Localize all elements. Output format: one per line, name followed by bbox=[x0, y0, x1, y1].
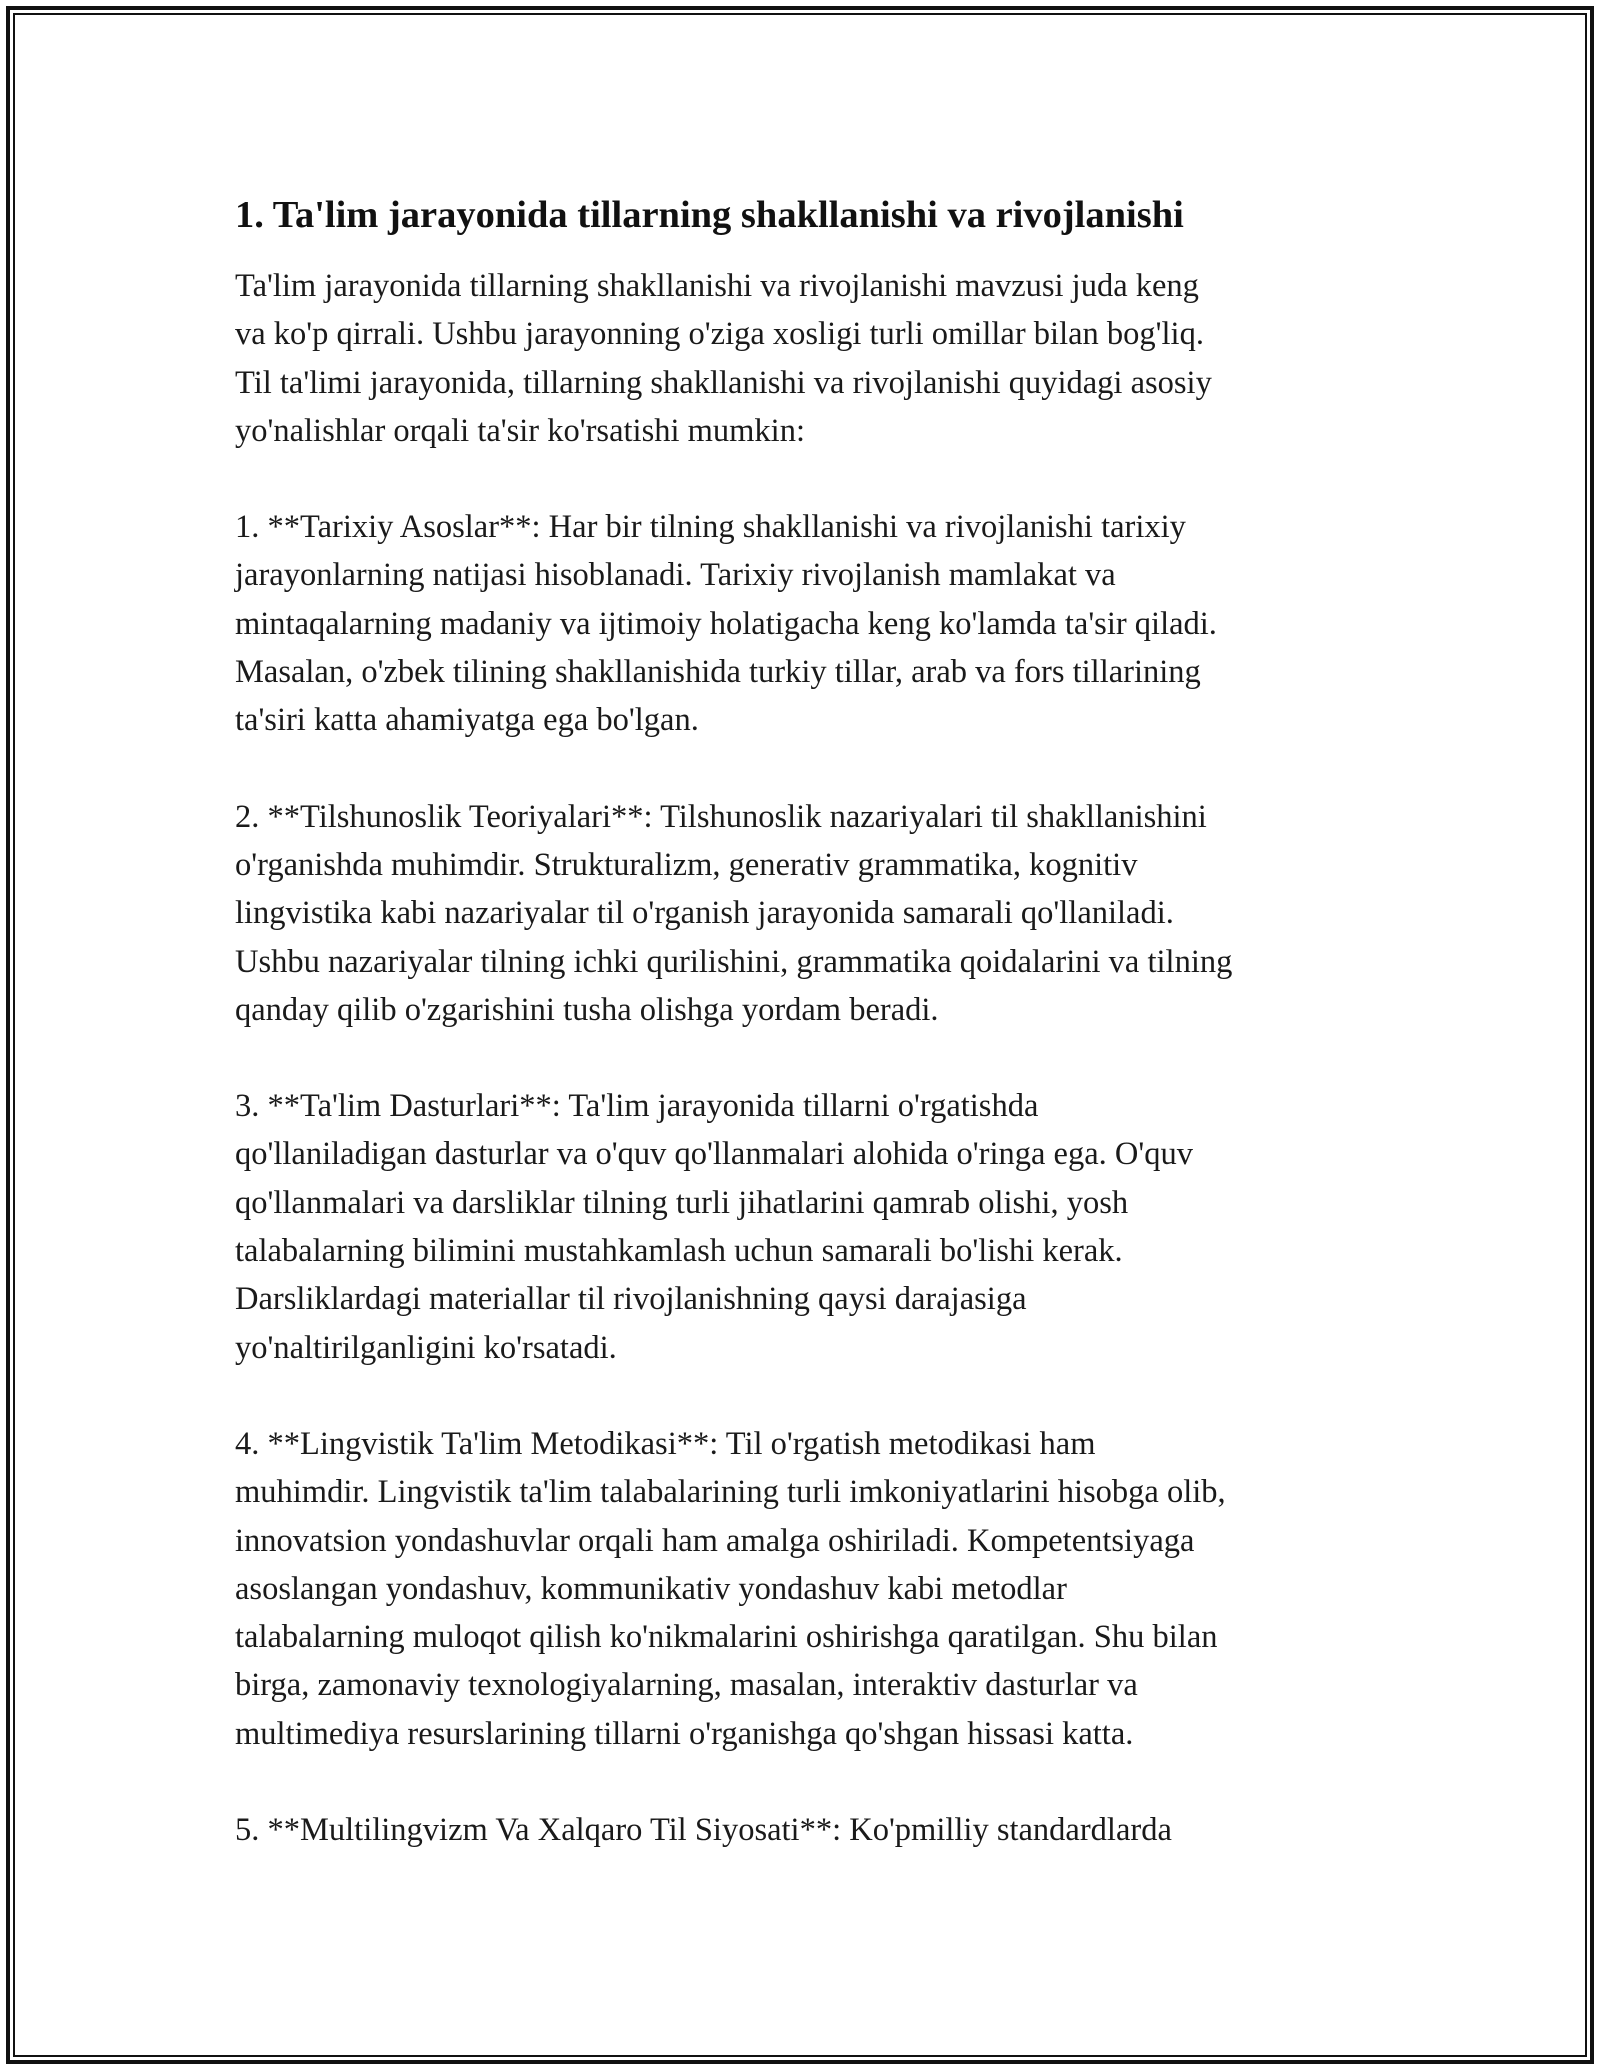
section-paragraph-1: 1. **Tarixiy Asoslar**: Har bir tilning shakllanishi va rivojlanishi tarixiy jarayonlarning natijasi hisoblanadi. Tarixiy rivojlanish mamlakat va mintaqalarning madaniy va ijtimoiy holatigacha keng ko'lamda ta'sir qiladi. Masalan, o'zbek tilining shakllanishida turkiy tillar, arab va fors tillarining ta'siri katta ahamiyatga ega bo'lgan. bbox=[235, 509, 1217, 739]
section-paragraph-3: 3. **Ta'lim Dasturlari**: Ta'lim jarayonida tillarni o'rgatishda qo'llaniladigan dasturlar va o'quv qo'llanmalari alohida o'ringa ega. O'quv qo'llanmalari va darsliklar tilning turli jihatlarini qamrab olishi, yosh talabalarning bilimini mustahkamlash uchun samarali bo'lishi kerak. Darsliklardagi materiallar til rivojlanishning qaysi darajasiga yo'naltirilganligini ko'rsatadi. bbox=[235, 1088, 1193, 1366]
intro-paragraph: Ta'lim jarayonida tillarning shakllanishi va rivojlanishi mavzusi juda keng va ko'p qirrali. Ushbu jarayonning o'ziga xosligi turli omillar bilan bog'liq. Til ta'limi jarayonida, tillarning shakllanishi va rivojlanishi quyidagi asosiy yo'nalishlar orqali ta'sir ko'rsatishi mumkin: bbox=[235, 268, 1212, 449]
section-paragraph-4: 4. **Lingvistik Ta'lim Metodikasi**: Til o'rgatish metodikasi ham muhimdir. Lingvistik ta'lim talabalarining turli imkoniyatlarini hisobga olib, innovatsion yondashuvlar orqali ham amalga oshiriladi. Kompetentsiyaga asoslangan yondashuv, kommunikativ yondashuv kabi metodlar talabalarning muloqot qilish ko'nikmalarini oshirishga qaratilgan. Shu bilan birga, zamonaviy texnologiyalarning, masalan, interaktiv dasturlar va multimediya resurslarining tillarni o'rganishga qo'shgan hissasi katta. bbox=[235, 1425, 1226, 1752]
document-title: 1. Ta'lim jarayonida tillarning shakllanishi va rivojlanishi bbox=[235, 194, 1184, 236]
section-paragraph-5: 5. **Multilingvizm Va Xalqaro Til Siyosati**: Ko'pmilliy standardlarda bbox=[235, 1812, 1172, 1849]
document-body bbox=[235, 186, 1385, 1902]
section-paragraph-2: 2. **Tilshunoslik Teoriyalari**: Tilshunoslik nazariyalari til shakllanishini o'rganishda muhimdir. Strukturalizm, generativ grammatika, kognitiv lingvistika kabi nazariyalar til o'rganish jarayonida samarali qo'llaniladi. Ushbu nazariyalar tilning ichki qurilishini, grammatika qoidalarini va tilning qanday qilib o'zgarishini tusha olishga yordam beradi. bbox=[235, 798, 1233, 1028]
